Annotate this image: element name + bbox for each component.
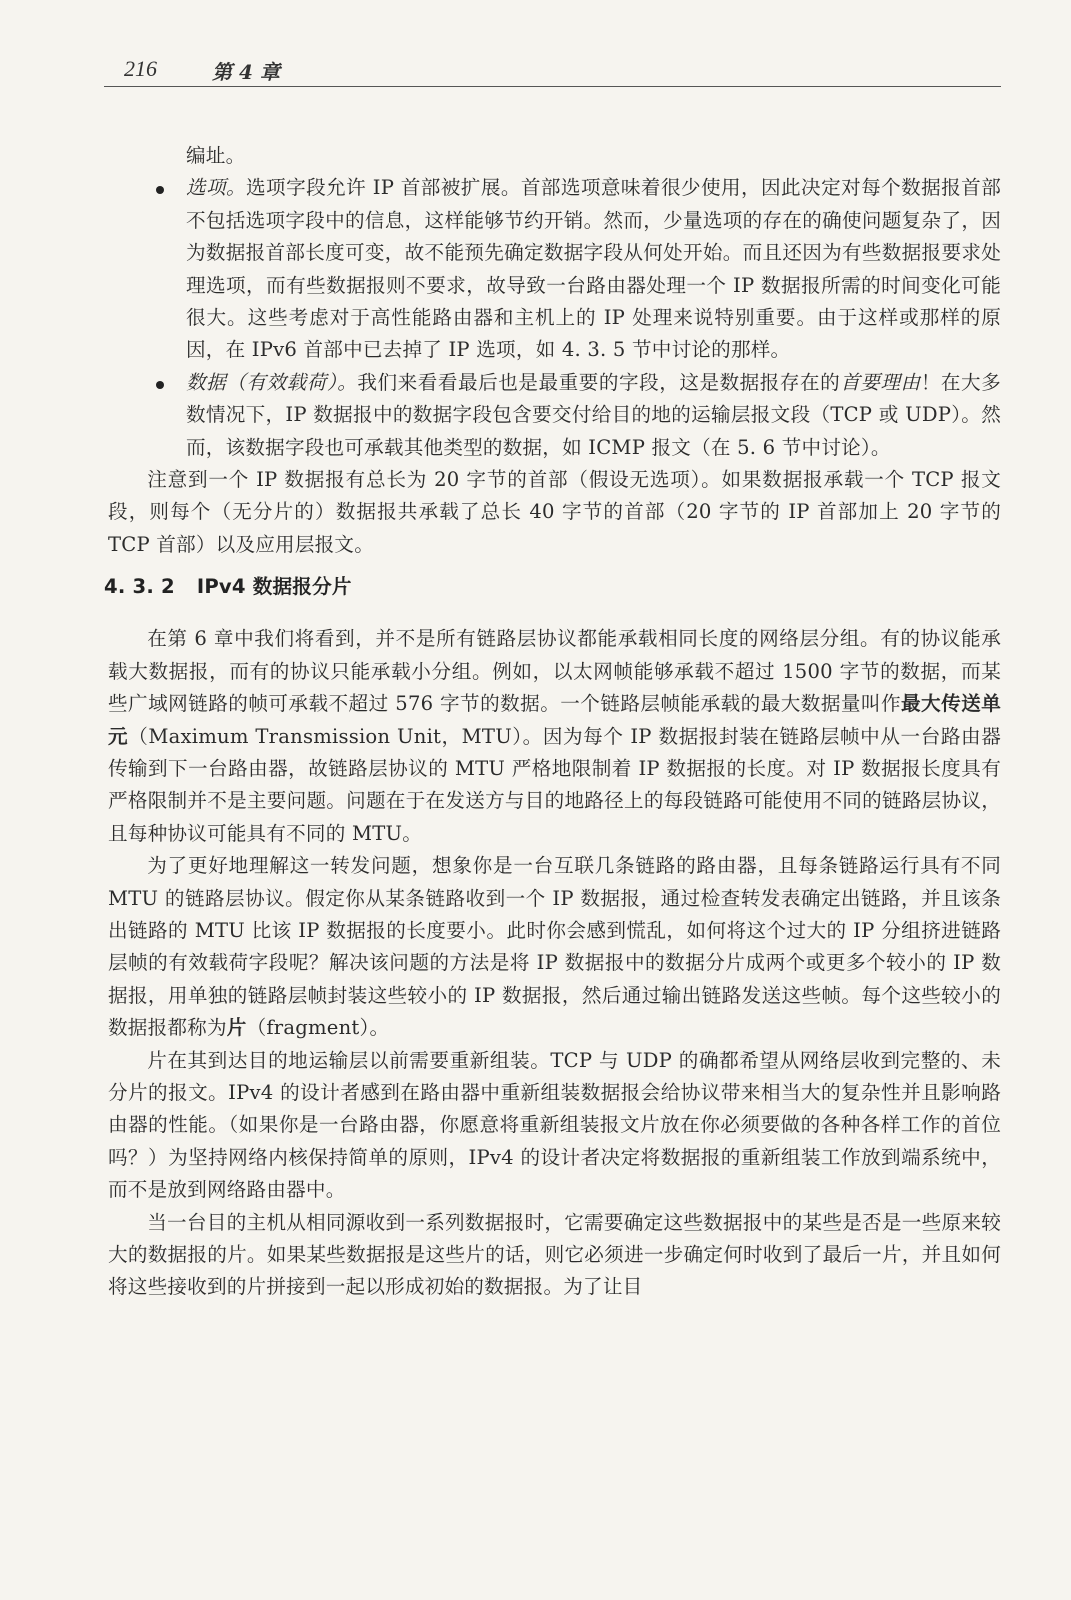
- key-term: 片: [226, 1016, 247, 1040]
- emphasis-text: 首要理由: [840, 370, 921, 394]
- section-heading: [104, 571, 1001, 603]
- paragraph-text: （fragment）。: [246, 1016, 390, 1040]
- paragraph-last: 当一台目的主机从相同源收到一系列数据报时，它需要确定这些数据报中的某些是否是一些原来较大的数据报的片。如果某些数据报是这些片的话，则它必须进一步确定何时收到了最后一片，并且如何将这些接收到的片拼接到一起以形成初始的数据报。为了让目: [108, 1210, 1001, 1299]
- chapter-label: 第 4 章: [212, 60, 280, 84]
- section-title: IPv4 数据报分片: [196, 575, 352, 599]
- fragment-top: 编址。: [186, 144, 246, 167]
- bullet-term: 选项。: [186, 176, 247, 200]
- paragraph-reassembly: 片在其到达目的地运输层以前需要重新组装。TCP 与 UDP 的确都希望从网络层收到完整的、未分片的报文。IPv4 的设计者感到在路由器中重新组装数据报会给协议带来相当大的复杂性并且影响路由器的性能。（如果你是一台路由器，你愿意将重新组装报文片放在你必须要做的各种各样工作的首位吗？）为坚持网络内核保持简单的原则，IPv4 的设计者决定将数据报的重新组装工作放到端系统中，而不是放到网络路由器中。: [108, 1048, 1001, 1202]
- bullet-text: 选项字段允许 IP 首部被扩展。首部选项意味着很少使用，因此决定对每个数据报首部不包括选项字段中的信息，这样能够节约开销。然而，少量选项的存在的确使问题复杂了，因为数据报首部长度可变，故不能预先确定数据字段从何处开始。而且还因为有些数据报要求处理选项，而有些数据报则不要求，故导致一台路由器处理一个 IP 数据报所需的时间变化可能很大。这些考虑对于高性能路由器和主机上的 IP 处理来说特别重要。由于这样或那样的原因，在 IPv6 首部中已去掉了 IP 选项，如 4. 3. 5 节中讨论的那样。: [186, 176, 1001, 362]
- paragraph-text: （Maximum Transmission Unit，MTU）。因为每个 IP 数据报封装在链路层帧中从一台路由器传输到下一台路由器，故链路层协议的 MTU 严格地限制着 IP 数据报的长度。对 IP 数据报长度具有严格限制并不是主要问题。问题在于在发送方与目的地路径上的每段链路可能使用不同的链路层协议，且每种协议可能具有不同的 MTU。: [108, 724, 1002, 845]
- bullet-text: ！在大多数情况下，IP 数据报中的数据字段包含要交付给目的地的运输层报文段（TCP 或 UDP）。然而，该数据字段也可承载其他类型的数据，如 ICMP 报文（在 5. 6 节中讨论）。: [186, 370, 1001, 459]
- page-number: 216: [124, 56, 157, 81]
- key-term: 最大传送单元: [108, 692, 1001, 748]
- paragraph-header-note: 注意到一个 IP 数据报有总长为 20 字节的首部（假设无选项）。如果数据报承载一个 TCP 报文段，则每个（无分片的）数据报共承载了总长 40 字节的首部（20 字节的 IP 首部加上 20 字节的 TCP 首部）以及应用层报文。: [108, 468, 1001, 556]
- section-number: 4. 3. 2: [104, 575, 175, 599]
- bullet-dot-icon: [156, 381, 164, 389]
- bullet-text: 我们来看看最后也是最重要的字段，这是数据报存在的: [357, 370, 841, 394]
- paragraph-fragment: [108, 850, 1001, 1044]
- bullet-options: [108, 172, 1001, 366]
- running-header: [104, 56, 1001, 87]
- paragraph-text: 在第 6 章中我们将看到，并不是所有链路层协议都能承载相同长度的网络层分组。有的协议能承载大数据报，而有的协议只能承载小分组。例如，以太网帧能够承载不超过 1500 字节的数据，而某些广域网链路的帧可承载不超过 576 字节的数据。一个链路层帧能承载的最大数据量叫作: [108, 627, 1001, 716]
- paragraph-mtu: [108, 623, 1001, 850]
- bullet-term: 数据（有效载荷）。: [186, 370, 358, 394]
- bullet-dot-icon: [156, 186, 164, 194]
- body-text: [104, 140, 1002, 1304]
- field-bullet-list: [108, 172, 1001, 464]
- paragraph-text: 为了更好地理解这一转发问题，想象你是一台互联几条链路的路由器，且每条链路运行具有不同 MTU 的链路层协议。假定你从某条链路收到一个 IP 数据报，通过检查转发表确定出链路，并且该条出链路的 MTU 比该 IP 数据报的长度要小。此时你会感到慌乱，如何将这个过大的 IP 分组挤进链路层帧的有效载荷字段呢？解决该问题的方法是将 IP 数据报中的数据分片成两个或更多个较小的 IP 数据报，用单独的链路层帧封装这些较小的 IP 数据报，然后通过输出链路发送这些帧。每个这些较小的数据报都称为: [108, 854, 1001, 1040]
- bullet-data-payload: [108, 367, 1001, 464]
